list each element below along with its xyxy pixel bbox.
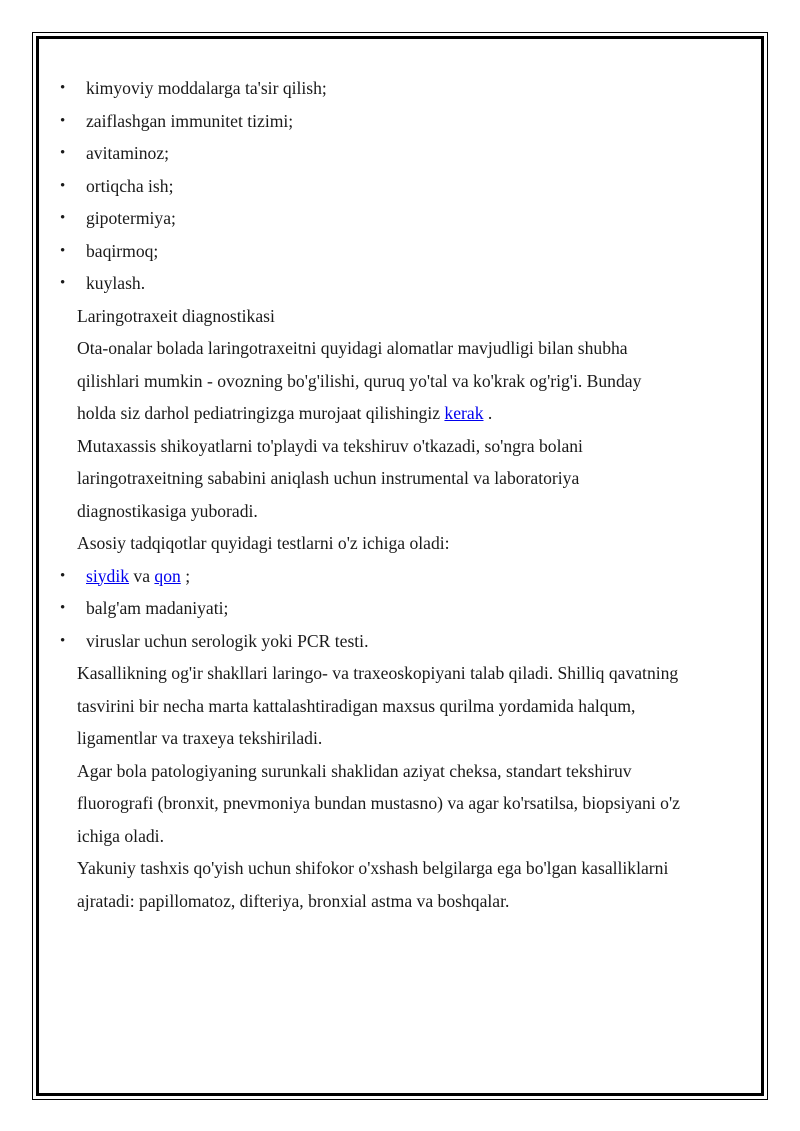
kerak-link[interactable]: kerak: [444, 403, 484, 423]
paragraph-line: Mutaxassis shikoyatlarni to'playdi va tekshiruv o'tkazadi, so'ngra bolani: [77, 435, 583, 456]
paragraph-line: diagnostikasiga yuboradi.: [77, 500, 258, 521]
list-item: • gipotermiya;: [0, 202, 800, 235]
paragraph-line: laringotraxeitning sababini aniqlash uchun instrumental va laboratoriya: [77, 468, 580, 488]
paragraph-severe-forms: [0, 657, 800, 755]
paragraph-line: Yakuniy tashxis qo'yish uchun shifokor o'xshash belgilarga ega bo'lgan kasalliklarni: [77, 858, 669, 878]
paragraph-line: holda siz darhol pediatringizga murojaat qilishingiz kerak .: [77, 403, 493, 423]
document-body: [0, 72, 800, 917]
paragraph-line: ligamentlar va traxeya tekshiriladi.: [77, 728, 323, 748]
paragraph-line: tasvirini bir necha marta kattalashtiradigan maxsus qurilma yordamida halqum,: [77, 695, 636, 716]
paragraph-line: ichiga oladi.: [77, 825, 164, 846]
bullet-icon: •: [60, 600, 66, 616]
risk-factor-list: [0, 72, 800, 300]
bullet-icon: •: [60, 112, 66, 129]
paragraph-symptoms: [0, 332, 800, 430]
list-item: • viruslar uchun serologik yoki PCR testi.: [0, 625, 800, 658]
qon-link[interactable]: qon: [154, 565, 181, 586]
bullet-icon: •: [60, 632, 66, 649]
bullet-icon: •: [60, 567, 66, 584]
list-item: • siydik va qon ;: [0, 560, 800, 593]
list-item: • ortiqcha ish;: [0, 170, 800, 203]
paragraph-chronic: [0, 755, 800, 853]
paragraph-line: qilishlari mumkin - ovozning bo'g'ilishi, quruq yo'tal va ko'krak og'rig'i. Bunday: [77, 370, 642, 391]
paragraph-line: fluorografi (bronxit, pnevmoniya bundan mustasno) va agar ko'rsatilsa, biopsiyani o'z: [77, 793, 680, 813]
list-item: • kimyoviy moddalarga ta'sir qilish;: [0, 72, 800, 105]
paragraph-line: Agar bola patologiyaning surunkali shaklidan aziyat cheksa, standart tekshiruv: [77, 760, 632, 781]
paragraph-final-diagnosis: [0, 852, 800, 917]
list-item: • baqirmoq;: [0, 235, 800, 268]
bullet-icon: •: [60, 242, 66, 259]
paragraph-line: Ota-onalar bolada laringotraxeitni quyidagi alomatlar mavjudligi bilan shubha: [77, 338, 628, 358]
bullet-icon: •: [60, 145, 66, 161]
bullet-icon: •: [60, 80, 66, 96]
paragraph-tests-intro: Asosiy tadqiqotlar quyidagi testlarni o'z ichiga oladi:: [77, 533, 450, 553]
section-heading: Laringotraxeit diagnostikasi: [77, 305, 275, 326]
bullet-icon: •: [60, 177, 66, 194]
paragraph-specialist: [0, 430, 800, 528]
list-item: • zaiflashgan immunitet tizimi;: [0, 105, 800, 138]
siydik-link[interactable]: siydik: [86, 565, 130, 586]
paragraph-line: ajratadi: papillomatoz, difteriya, bronxial astma va boshqalar.: [77, 890, 510, 911]
list-item: • balg'am madaniyati;: [0, 592, 800, 625]
bullet-icon: •: [60, 210, 66, 226]
bullet-icon: •: [60, 275, 66, 291]
tests-list: [0, 560, 800, 658]
paragraph-line: Kasallikning og'ir shakllari laringo- va traxeoskopiyani talab qiladi. Shilliq qavatning: [77, 663, 679, 683]
list-item: • avitaminoz;: [0, 137, 800, 170]
list-item: • kuylash.: [0, 267, 800, 300]
